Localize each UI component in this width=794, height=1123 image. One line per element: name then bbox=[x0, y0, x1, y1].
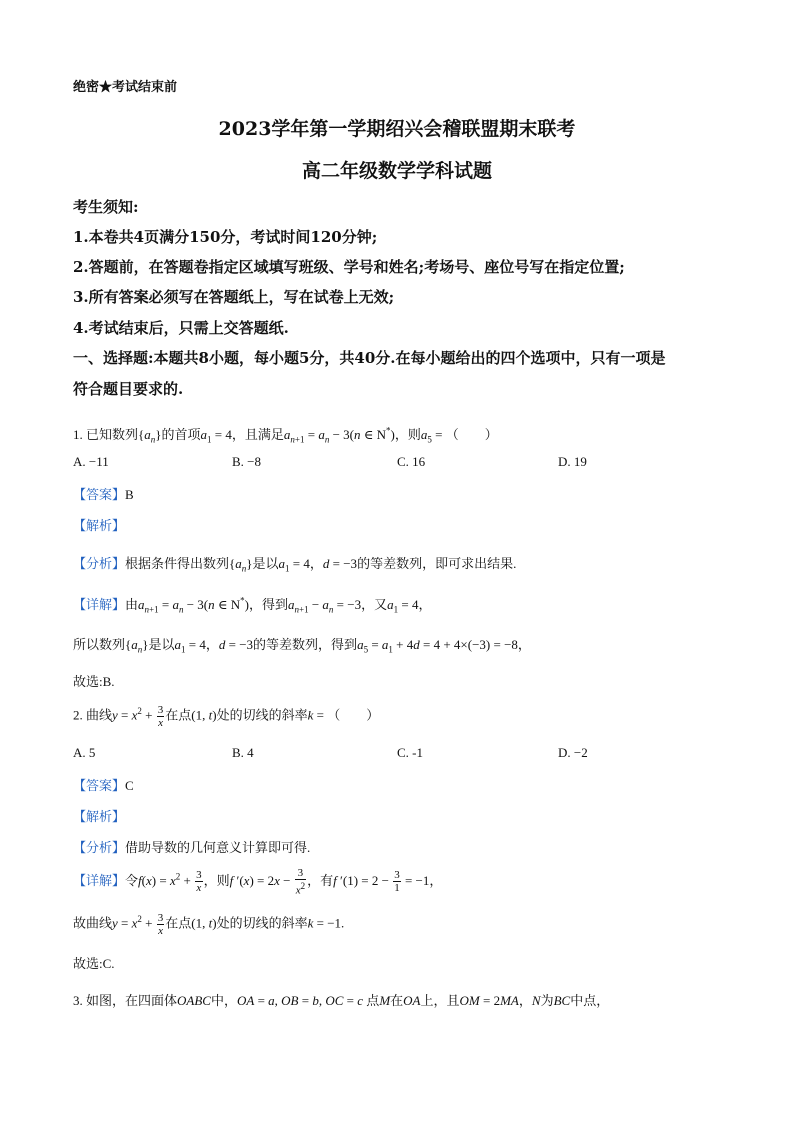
notice-item: 2.答题前，在答题卷指定区域填写班级、学号和姓名;考场号、座位号写在指定位置; bbox=[73, 258, 625, 276]
q2-option-b: B. 4 bbox=[232, 745, 254, 760]
q2-detail-cont: 故曲线$y = x^2$ + $\frac{3}{x}$ 在点(1, t)处的切线的斜率k = −1. bbox=[73, 912, 345, 937]
q1-option-c: C. 16 bbox=[397, 454, 426, 469]
q1-analysis-label: 【解析】 bbox=[73, 518, 126, 533]
q2-detail: 【详解】令$f(x) = x^2$ + $\frac{3}{x}$ ，则f ′(x) = 2x − $\frac{3}{x^2}$ ，有f ′(1) = 2 − $\frac{3}{1}$ = −1， bbox=[73, 867, 443, 897]
q1-conclusion: 故选:B. bbox=[73, 674, 115, 689]
question-3: 3. 如图，在四面体OABC中，OA = a, OB = b, OC = c 点M在OA上，且OM = 2MA，N为BC中点， bbox=[73, 993, 610, 1008]
q1-option-b: B. −8 bbox=[232, 454, 262, 469]
q2-fenxi: 【分析】借助导数的几何意义计算即可得. bbox=[73, 840, 311, 855]
notice-item: 1.本卷共4页满分150分，考试时间120分钟; bbox=[73, 228, 378, 246]
page-title: 2023学年第一学期绍兴会稽联盟期末联考 bbox=[218, 118, 576, 140]
q2-analysis-label: 【解析】 bbox=[73, 809, 126, 824]
section-heading: 一、选择题:本题共8小题，每小题5分，共40分.在每小题给出的四个选项中，只有一项是 bbox=[73, 349, 666, 367]
notice-heading: 考生须知: bbox=[73, 198, 139, 216]
secret-label: 绝密★考试结束前 bbox=[73, 79, 178, 94]
q2-option-c: C. -1 bbox=[397, 745, 423, 760]
section-heading-cont: 符合题目要求的. bbox=[73, 380, 184, 398]
notice-item: 4.考试结束后，只需上交答题纸. bbox=[73, 319, 289, 337]
notice-item: 3.所有答案必须写在答题纸上，写在试卷上无效; bbox=[73, 288, 395, 306]
q1-fenxi: 【分析】根据条件得出数列$\{a_n\}$是以$a_1 = 4$，d = −3的等差数列，即可求出结果. bbox=[73, 556, 517, 574]
q2-option-a: A. 5 bbox=[73, 745, 96, 760]
question-1: 1. 已知数列$\{a_n\}$的首项$a_1 = 4$，且满足$a_{n+1} = a_n - 3(n$ ∈ N*)，则$a_5$ = （ ） bbox=[73, 425, 498, 445]
q1-option-a: A. −11 bbox=[73, 454, 109, 469]
q1-answer: 【答案】B bbox=[73, 487, 134, 502]
q2-answer: 【答案】C bbox=[73, 778, 134, 793]
q1-option-d: D. 19 bbox=[558, 454, 587, 469]
q2-option-d: D. −2 bbox=[558, 745, 588, 760]
q1-detail-cont: 所以数列$\{a_n\}$是以$a_1 = 4$，d = −3的等差数列，得到$a_5 = a_1 + 4d = 4 + 4\times(-3) = -8$， bbox=[73, 637, 531, 655]
page-subtitle: 高二年级数学学科试题 bbox=[301, 160, 492, 182]
q2-conclusion: 故选:C. bbox=[73, 956, 115, 971]
question-2: 2. 曲线$y = x^2$ + $\frac{3}{x}$ 在点(1, t)处的切线的斜率k = （ ） bbox=[73, 704, 380, 729]
q1-detail: 【详解】由$a_{n+1} = a_n - 3(n$ ∈ N*)，得到$a_{n+1} - a_n = -3$，又$a_1 = 4$， bbox=[73, 595, 432, 615]
